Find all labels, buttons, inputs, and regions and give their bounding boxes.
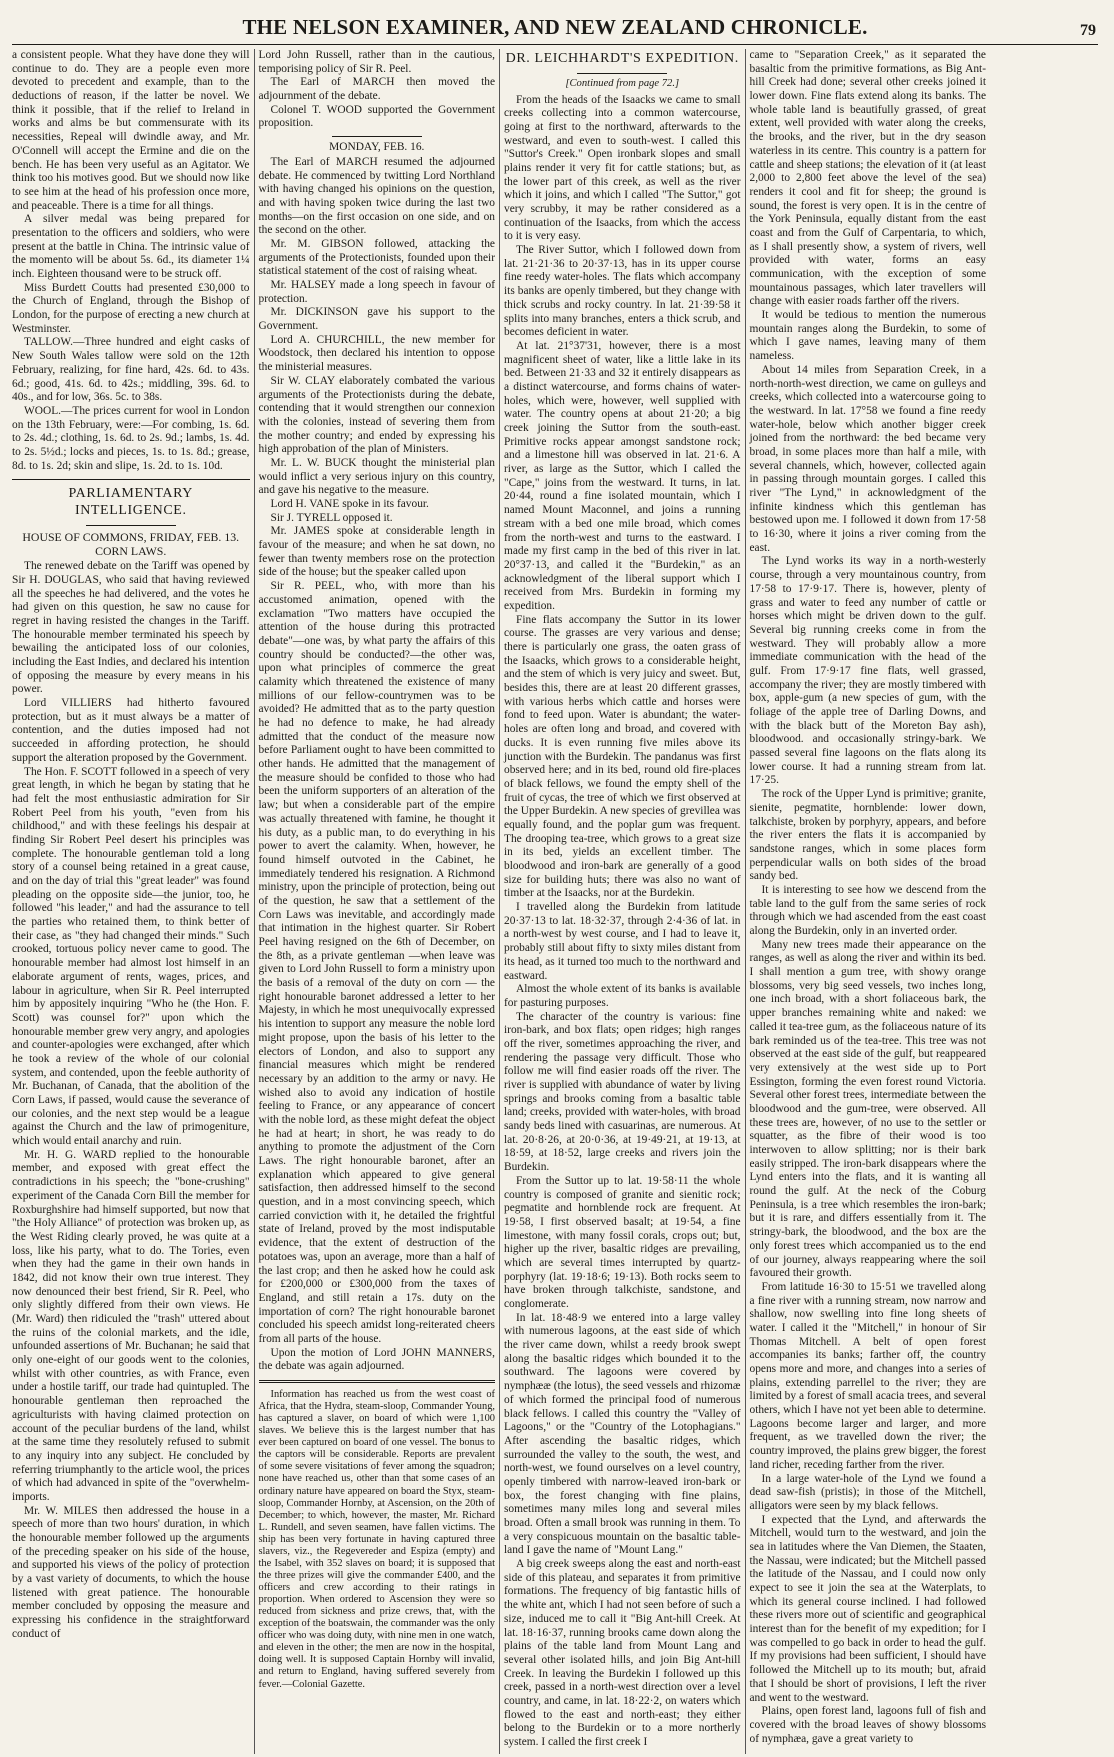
paragraph: Lord A. CHURCHILL, the new member for Woodstock, then declared his intention to oppose the ministerial measures. <box>258 333 495 374</box>
paragraph: In lat. 18·48·9 we entered into a large valley with numerous lagoons, at the east side of which the river came down, whilst a reedy brook swept along the basaltic ridges which bounded it to the southward. The lagoons were covered by nymphææ (the lotus), the seed vessels and rhizomæ of which formed the principal food of numerous black fellows. I called this country the "Valley of Lagoons," or the "Country of the Lotophagians." After ascending the basaltic ridges, which surrounded the valley to the south, the west, and north-west, we found ourselves on a level country, openly timbered with narrow-leaved iron-bark or box, the forest changing with fine plains, sometimes many miles long and several miles broad. Often a small brook was running in them. To a very conspicuous mountain on the basaltic table-land I gave the name of "Mount Lang." <box>504 1311 741 1557</box>
heading-divider <box>577 73 667 74</box>
paragraph: Colonel T. WOOD supported the Government proposition. <box>258 103 495 130</box>
newspaper-title: THE NELSON EXAMINER, AND NEW ZEALAND CHRONICLE. <box>242 15 868 39</box>
paragraph: A silver medal was being prepared for presentation to the officers and soldiers, who were present at the battle in China. The intrinsic value of the momento will be about 5s. 6d., its diameter 1¼ inch. Eighteen thousand were to be struck off. <box>12 213 250 280</box>
page-number: 79 <box>1080 22 1096 39</box>
column-3 <box>499 49 745 1754</box>
paragraph: Information has reached us from the west coast of Africa, that the Hydra, steam-sloop, Commander Young, has captured a slaver, on board of which were 1,100 slaves. We believe this is the largest number that has ever been captured on board of one vessel. The bonus to the captors will be considerable. Reports are prevalent of some severe visitations of fever among the squadron; none have reached us, other than that some cases of an ordinary nature have appeared on board the Styx, steam-sloop, Commander Hornby, at Ascension, on the 20th of December; to which, however, the master, Mr. Richard L. Rundell, and seven seamen, have fallen victims. The ship has been very fortunate in having captured three slavers, viz., the Regevereder and Espiza (empty) and the Isabel, with 352 slaves on board; it is supposed that the three prizes will give the commander £400, and the officers and crew according to their ratings in proportion. When ordered to Ascension they were so reduced from sickness and prize crews, that, with the exception of the boatswain, the commander was the only officer who was doing duty, with nine men in one watch, and eleven in the other; the men are now in the hospital, doing well. It is supposed Captain Hornby will invalid, and return to England, having suffered severely from fever.—Colonial Gazette. <box>258 1389 495 1690</box>
heading-divider <box>86 525 176 526</box>
section-heading: PARLIAMENTARY INTELLIGENCE. <box>68 486 193 519</box>
paragraph: Fine flats accompany the Suttor in its lower course. The grasses are very various and dense; there is particularly one grass, the oaten grass of the Isaacks, which grows to a considerable height, and the stem of which is very juicy and sweet. But, besides this, there are at least 20 different grasses, with various herbs which cattle and horses were fond to feed upon. Water is abundant; the water-holes are often long and broad, and covered with ducks. It is even running five miles above its junction with the Burdekin. The pandanus was first observed here; and in its bed, round old fire-places of black fellows, we found the empty shell of the fruit of cycas, the tree of which we first observed at the Upper Burdekin. A new species of grevillea was equally found, and the poplar gum was frequent. The drooping tea-tree, which grows to a great size in its bed, yields an excellent timber. The bloodwood and iron-bark are generally of a good size for building huts; there was also no want of timber at the Isaacks, nor at the Burdekin. <box>504 613 741 900</box>
paragraph: a consistent people. What they have done they will continue to do. They are a people even more devoted to precedent and example, than to the deductions of reason, if the latter be novel. We think it possible, that if the relief to Ireland in works and alms be but commensurate with its necessities, Repeal will dwindle away, and Mr. O'Connell will accept the Ermine and die on the bench. He has been very useful as an Agitator. We think too his motives good. But we should now like to see him at the head of his profession once more, and peaceable. There is a time for all things. <box>12 49 250 212</box>
paragraph: Upon the motion of Lord JOHN MANNERS, the debate was again adjourned. <box>258 1346 495 1373</box>
continued-note: [Continued from page 72.] <box>565 77 680 89</box>
paragraph: Mr. H. G. WARD replied to the honourable member, and exposed with great effect the contradictions in his speech; the "bone-crushing" experiment of the Canada Corn Bill the member for Roxburghshire had himself supported, but now that "the Holy Alliance" of protection was broken up, as the West Riding clearly proved, he was quite at a loss, like his party, what to do. The Tories, even when they had the game in their own hands in 1842, did not know their own true interest. They now denounced their best friend, Sir R. Peel, who only slightly differed from their own views. He (Mr. Ward) then ridiculed the "trash" uttered about the ruins of the colonial markets, and the idle, unfounded assertions of Mr. Buchanan; he said that only one-eight of our goods went to the colonies, whilst with other countries, as with France, even under a hostile tariff, our trade had quintupled. The honourable gentleman then reproached the agriculturists with having claimed protection on account of the peculiar burdens of the land, whilst at the same time they resolutely refused to submit to any inquiry into any subject. He concluded by referring triumphantly to the article wool, the prices of which had advanced in spite of the "overwhelm-imports. <box>12 1148 250 1503</box>
paragraph: The Earl of MARCH resumed the adjourned debate. He commenced by twitting Lord Northland with having changed his opinions on the question, and with having spoken twice during the last two months—on the first occasion on one side, and on the second on the other. <box>258 155 495 237</box>
paragraph: Sir R. PEEL, who, with more than his accustomed animation, opened with the exclamation "Two matters have occupied the attention of the house during this protracted debate"—one was, by what party the affairs of this country should be conducted?—the other was, upon what principles of commerce the great calamity which threatened the existence of many millions of our fellow-countrymen was to be avoided? He admitted that as to the party question he had no defence to make, he had already admitted that the conduct of the measure now before Parliament ought to have been committed to other hands. He admitted that the management of the measure should be confided to those who had been the uniform supporters of an alteration of the law; but when a considerable part of the empire was actually threatened with famine, he thought it his duty, as a public man, to do everything in his power to avert the calamity. When, however, he found himself outvoted in the Cabinet, he immediately tendered his resignation. A Richmond ministry, upon the principle of protection, being out of the question, he saw that a settlement of the Corn Laws was inevitable, and accordingly made that intimation in the highest quarter. Sir Robert Peel having resigned on the 6th of December, on the 8th, as a private gentleman —when leave was given to Lord John Russell to form a ministry upon the basis of a removal of the duty on corn — the right honourable baronet addressed a letter to her Majesty, in which he most unequivocally expressed his intention to support any measure the noble lord might propose, upon the basis of his letter to the electors of London, and also to support any financial measures which might be rendered necessary by an addition to the army or navy. He wished also to avoid any indication of hostile feeling to France, or any appearance of concert with the noble lord, as these might defeat the object he had at heart; in short, he was ready to do anything to promote the adjustment of the Corn Laws. The right honourable baronet, after an explanation which appeared to give general satisfaction, then addressed himself to the second question, and in a most convincing speech, which carried conviction with it, he detailed the frightful state of Ireland, proved by the most indisputable evidence, that the extent of destruction of the potatoes was, upon an average, more than a half of the last crop; and then he asked how he could ask for £200,000 or £300,000 from the taxes of England, and still retain a 17s. duty on the importation of corn? The right honourable baronet concluded his speech amidst long-reiterated cheers from all parts of the house. <box>258 580 495 1345</box>
section-divider <box>259 1380 496 1383</box>
paragraph: The River Suttor, which I followed down from lat. 21·21·36 to 20·37·13, has in its upper course fine reedy water-holes. The flats which accompany its banks are openly timbered, but they change with thick scrubs and rocky country. In lat. 21·39·58 it splits into many branches, enters a thick scrub, and becomes deficient in water. <box>504 244 741 339</box>
paragraph: The renewed debate on the Tariff was opened by Sir H. DOUGLAS, who said that having reviewed all the speeches he had delivered, and the votes he had given on this question, he saw no cause for regret in having resisted the changes in the Tariff. The honourable member terminated his speech by bewailing the anticipated loss of our colonies, including the East Indies, and declared his intention of opposing the measure by every means in his power. <box>12 560 250 696</box>
paragraph: Mr. M. GIBSON followed, attacking the arguments of the Protectionists, founded upon their statistical statement of the cost of raising wheat. <box>258 237 495 278</box>
paragraph: Mr. L. W. BUCK thought the ministerial plan would inflict a very serious injury on this country, and gave his negative to the measure. <box>258 456 495 497</box>
paragraph: Lord VILLIERS had hitherto favoured protection, but as it must always be a matter of contention, and the duties imposed had not succeeded in affording protection, he should support the alteration proposed by the Government. <box>12 697 250 764</box>
paragraph: TALLOW.—Three hundred and eight casks of New South Wales tallow were sold on the 12th February, realizing, for fine hard, 42s. 6d. to 43s. 6d.; good, 41s. 6d. to 42s.; middling, 39s. 6d. to 40s., and for low, 36s. 5c. to 38s. <box>12 336 250 404</box>
paragraph: Plains, open forest land, lagoons full of fish and covered with the broad leaves of showy blossoms of nymphæa, gave a great variety to <box>749 1705 986 1745</box>
column-1 <box>8 49 254 1754</box>
section-subheading: HOUSE OF COMMONS, FRIDAY, FEB. 13. CORN LAWS. <box>22 529 240 559</box>
paragraph: Mr. JAMES spoke at considerable length in favour of the measure; and when he sat down, no fewer than twenty members rose on the protection side of the house; but the speaker called upon <box>258 525 495 579</box>
paragraph: Lord John Russell, rather than in the cautious, temporising policy of Sir R. Peel. <box>258 49 495 75</box>
masthead <box>12 0 1098 45</box>
paragraph: I expected that the Lynd, and afterwards the Mitchell, would turn to the westward, and join the sea in latitudes where the Van Diemen, the Staaten, the Nassau, were indicated; but the Mitchell passed the latitude of the Nassau, and I could now only expect to see it join the sea at the Waterplats, to which its general course inclined. I had followed these rivers more out of scientific and geographical interest than for the benefit of my expedition; for I was compelled to go back in order to head the gulf. If my provisions had been sufficient, I should have followed the Mitchell up to its mouth; but, afraid that I should be short of provisions, I left the river and went to the westward. <box>749 1513 986 1704</box>
section-divider <box>12 479 250 480</box>
paragraph: Mr. HALSEY made a long speech in favour of protection. <box>258 279 495 305</box>
paragraph: From the Suttor up to lat. 19·58·11 the whole country is composed of granite and sienitic rock; pegmatite and hornblende rock are frequent. At 19·58, I first observed basalt; at 19·54, a fine limestone, with many fossil corals, crops out; but, higher up the river, basaltic ridges are prevailing, which are several times interrupted by quartz-porphyry (lat. 19·18·6; 19·13). Both rocks seem to have broken through talkchiste, sandstone, and conglomerate. <box>504 1174 741 1310</box>
paragraph: In a large water-hole of the Lynd we found a dead saw-fish (pristis); in those of the Mitchell, alligators were seen by my black fellows. <box>749 1472 986 1512</box>
paragraph: WOOL.—The prices current for wool in London on the 13th February, were:—For combing, 1s. 6d. to 2s. 4d.; clothing, 1s. 6d. to 2s. 9d.; lambs, 1s. 4d. to 2s. 5½d.; locks and pieces, 1s. to 1s. 8d.; grease, 8d. to 1s. 2d; skin and slipe, 1s. 2d. to 1s. 10d. <box>12 404 250 472</box>
article-columns <box>8 49 1102 1754</box>
paragraph: The Hon. F. SCOTT followed in a speech of very great length, in which he began by stating that he had felt the most enthusiastic admiration for Sir Robert Peel from his youth, "even from his childhood," and with these feelings his despair at finding Sir Robert Peel desert his principles was complete. The honourable gentleman told a long story of a counsel being retained in a great cause, and on the day of trial this "great leader" was found pleading on the opposite side—the junior, too, he followed "his leader," and had the assurance to tell the parties who retained them, to think better of their case, as "they had changed their minds." Such crooked, tortuous policy never came to good. The honourable member had almost lost himself in an elaborate argument of rents, wages, prices, and labour in agriculture, when Sir R. Peel interrupted him by appositely inquiring "Who he (the Hon. F. Scott) was counsel for?" upon which the honourable member grew very angry, and apologies and counter-apologies were exchanged, after which he took a review of the whole of our colonial system, and contended, upon the feeble authority of Mr. Buchanan, of Canada, that the abolition of the Corn Laws, if passed, would cause the severance of our colonies, and the next step would be a league against the Church and the law of primogeniture, which would entail anarchy and ruin. <box>12 765 250 1148</box>
paragraph: Sir J. TYRELL opposed it. <box>270 511 393 524</box>
paragraph: Mr. DICKINSON gave his support to the Government. <box>258 306 495 333</box>
paragraph: The character of the country is various: fine iron-bark, and box flats; open ridges; high ranges off the river, sometimes approaching the river, and rendering the passage very difficult. Those who follow me will find easier roads off the river. The river is supplied with abundance of water by living springs and brooks coming from a basaltic table land; creeks, provided with water-holes, with broad sandy beds lined with casuarinas, are numerous. At lat. 20·8·26, at 20·0·36, at 19·49·21, at 19·13, at 18·59, at 18·52, large creeks and rivers join the Burdekin. <box>504 1010 741 1174</box>
paragraph: The Earl of MARCH then moved the adjournment of the debate. <box>258 76 495 103</box>
paragraph: The rock of the Upper Lynd is primitive; granite, sienite, pegmatite, hornblende: lower down, talkchiste, broken by porphyry, appears, and before the river enters the flats it is accompanied by sandstone ranges, which in some places form perpendicular walls on both sides of the broad sandy bed. <box>749 788 986 883</box>
paragraph: Miss Burdett Coutts had presented £30,000 to the Church of England, through the Bishop of London, for the purpose of erecting a new church at Westminster. <box>12 281 250 335</box>
column-2 <box>254 49 500 1754</box>
paragraph: About 14 miles from Separation Creek, in a north-north-west direction, we came on gulleys and creeks, which collected into a watercourse going to the westward. In lat. 17°58 we found a fine reedy water-hole, below which another bigger creek joined from the northward: the bed became very broad, in some places more than half a mile, with several channels, which, however, collected again in passing through mountain gorges. I called this river "The Lynd," in acknowledgment of the infinite kindness which this gentleman has bestowed upon me. I followed it down from 17·58 to 16·30, where it joins a river coming from the east. <box>749 363 986 554</box>
paragraph: The Lynd works its way in a north-westerly course, through a very mountainous country, from 17·58 to 17·9·17. There is, however, plenty of grass and water to feed any number of cattle or horses which might be driven down to the gulf. Several big running creeks come in from the westward. They will probably allow a more immediate communication with the head of the gulf. From 17·9·17 fine flats, well grassed, accompany the river; they are mostly timbered with box, apple-gum (a new species of gum, with the foliage of the apple tree of Darling Downs, and with the black butt of the Moreton Bay ash), bloodwood. and occasionally stringy-bark. We passed several fine lagoons on the flats along its lower course. It had a running stream from lat. 17·25. <box>749 555 986 787</box>
date-divider <box>332 136 422 137</box>
paragraph: Almost the whole extent of its banks is available for pasturing purposes. <box>504 983 741 1009</box>
paragraph: From the heads of the Isaacks we came to small creeks collecting into a common watercourse, going at first to the northward, afterwards to the westward, and even to south-west. I called this "Suttor's Creek." Open ironbark slopes and small plains render it very fit for cattle stations; but, as the lower part of this creek, as well as the river which it joins, and which I called "The Suttor," got very scrubby, it may be rather considered as a continuation of the Isaacks, from which the access to it is very easy. <box>504 93 741 243</box>
paragraph: From latitude 16·30 to 15·51 we travelled along a fine river with a running stream, now narrow and shallow, now swelling into fine long sheets of water. I called it the "Mitchell," in honour of Sir Thomas Mitchell. A belt of open forest accompanies its banks; farther off, the country opens more and more, and changes into a series of plains, extending parrellel to the river; they are limited by a forest of small acacia trees, and several others, which I have not yet been able to determine. Lagoons become larger and larger, and more frequent, as we travelled down the river; the country improved, the plains grew bigger, the forest land richer, receding farther from the river. <box>749 1280 986 1471</box>
paragraph: Many new trees made their appearance on the ranges, as well as along the river and within its bed. I shall mention a gum tree, with showy orange blossoms, very big seed vessels, two inches long, one inch broad, with a short foliaceous bark, the upper branches remaining white and naked: we called it tea-tree gum, as the foliaceous nature of its bark reminded us of the tea-tree. This tree was not observed at the east side of the gulf, but reappeared very extensively at the west side up to Port Essington, forming the even forest round Victoria. Several other forest trees, intermediate between the bloodwood and the gum-tree, were observed. All these trees are, however, of no use to the settler or squatter, as the fibre of their wood is too interwoven to allow splitting; nor is their bark easily stripped. The iron-bark disappears where the Lynd enters into the flats, and it is wanting all round the gulf. At the neck of the Coburg Peninsula, is a tree which resembles the iron-bark; but it is rare, and differs essentially from it. The stringy-bark, the bloodwood, and the box are the only forest trees which accompanied us to the end of our journey, always reappearing where the soil favoured their growth. <box>749 938 986 1280</box>
paragraph: It would be tedious to mention the numerous mountain ranges along the Burdekin, to some of which I gave names, leaving many of them nameless. <box>749 309 986 363</box>
date-line: MONDAY, FEB. 16. <box>329 141 425 154</box>
paragraph: At lat. 21°37'31, however, there is a most magnificent sheet of water, like a little lake in its bed. Between 21·33 and 32 it entirely disappears as a distinct watercourse, and forms chains of water-holes, which were, however, well supplied with water. The country opens at about 21·20; a big creek joining the Suttor from the south-east. Primitive rocks appear amongst sandstone rock; and a limestone hill was observed in lat. 21·6. A river, as large as the Suttor, which I called the "Cape," joins from the westward. It turns, in lat. 20·44, round a fine isolated mountain, which I named Mount Maconnel, and joins a running stream with a bed one mile broad, which comes from the north-west and turns to the eastward. I made my first camp in the bed of this river in lat. 20°37·13, and called it the "Burdekin," as an acknowledgment of the liberal support which I received from Mrs. Burdekin in forming my expedition. <box>504 339 741 612</box>
paragraph: Sir W. CLAY elaborately combated the various arguments of the Protectionists during the debate, contending that it would strengthen our connexion with the colonies, instead of severing them from the mother country; and ended by expressing his high approbation of the plan of Ministers. <box>258 374 495 456</box>
paragraph: A big creek sweeps along the east and north-east side of this plateau, and separates it from primitive formations. The frequency of big fantastic hills of the white ant, which I had not seen before of such a size, induced me to call it "Big Ant-hill Creek. At lat. 18·16·37, running brooks came down along the plains of the table land from Mount Lang and several other isolated hills, and join Big Ant-hill Creek. In leaving the Burdekin I followed up this creek, passed in a north-west direction over a level country, and came, in lat. 18·22·2, on waters which flowed to the east and north-east; they either belong to the Burdekin or to a more northerly system. I called the first creek I <box>504 1558 741 1748</box>
paragraph: Mr. W. MILES then addressed the house in a speech of more than two hours' duration, in which the honourable member followed up the arguments of the preceding speaker on his side of the house, and supported his views of the policy of protection by a vast variety of documents, to which the house listened with great patience. The honourable member concluded by opposing the measure and expressing his confidence in the straightforward conduct of <box>12 1504 250 1640</box>
paragraph: I travelled along the Burdekin from latitude 20·37·13 to lat. 18·32·37, through 2·4·36 of lat. in a north-west by west course, and I had to leave it, probably still about fifty to sixty miles distant from its head, as it turned too much to the northward and eastward. <box>504 901 741 982</box>
paragraph: It is interesting to see how we descend from the table land to the gulf from the same series of rock through which we had ascended from the east coast along the Burdekin, only in an inverted order. <box>749 883 986 937</box>
paragraph: Lord H. VANE spoke in its favour. <box>270 498 429 510</box>
article-heading: DR. LEICHHARDT'S EXPEDITION. <box>505 51 739 66</box>
paragraph: came to "Separation Creek," as it separated the basaltic from the primitive formations, as Big Ant-hill Creek had done; several other creeks joined it lower down. Fine flats extend along its banks. The whole table land is beautifully grassed, of great extent, well provided with water along the creeks, the brooks, and the river, but in the dry season waterless in its centre. This country is a pattern for cattle and sheep stations; the elevation of it (at least 2,000 to 2,800 feet above the level of the sea) renders it cool and fit for sheep; the ground is sound, the forest is very open. It is in the centre of the York Peninsula, equally distant from the east coast and from the Gulf of Carpentaria, to which, as I shall presently show, a system of rivers, well provided with water, forms an easy communication, with the exception of some mountainous passages, which later travellers will change with easier roads farther off the rivers. <box>749 49 986 308</box>
column-4 <box>745 49 991 1754</box>
